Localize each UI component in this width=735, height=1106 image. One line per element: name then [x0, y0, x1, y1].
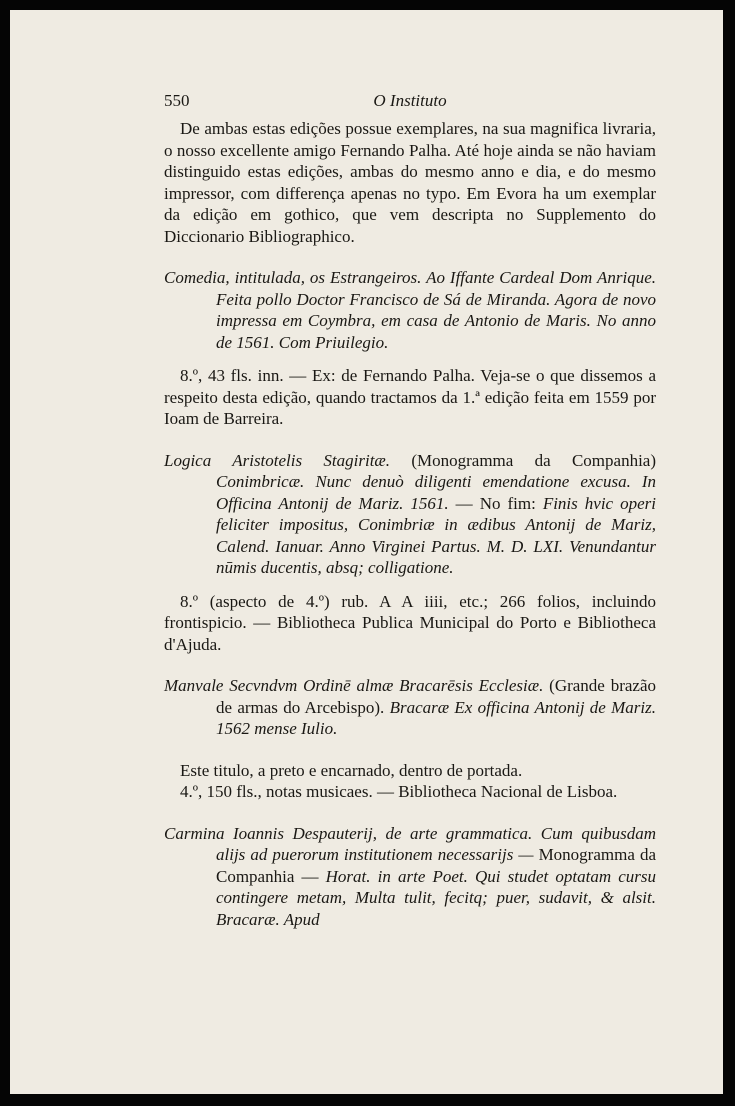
- title-part: Logica Aristotelis Stagiritæ.: [164, 450, 391, 470]
- entry-note-manvale-1: Este titulo, a preto e encarnado, dentro de portada.: [180, 760, 523, 780]
- intro-paragraph: De ambas estas edições possue exemplares, na sua magnifica livraria, o nosso excellente amigo Fernando Palha. Até hoje ainda se não haviam distinguido estas edições, ambas do mesmo anno e dia, e do mesmo impressor, com differença apenas no typo. Em Evora ha um exemplar da edição em gothico, que vem descripta no Supplemento do Diccionario Bibliographico.: [164, 119, 656, 246]
- entry-title-logica: [164, 450, 656, 579]
- entry-title-carmina: [164, 823, 656, 931]
- entry-note-manvale-2: 4.º, 150 fls., notas musicaes. — Bibliotheca Nacional de Lisboa.: [180, 782, 618, 801]
- entry-note-logica: 8.º (aspecto de 4.º) rub. A A iiii, etc.; 266 folios, incluindo frontispicio. — Bibliotheca Publica Municipal do Porto e Bibliotheca d'Ajuda.: [164, 591, 656, 654]
- title-part: (Monogramma da Companhia): [390, 450, 657, 470]
- running-title: O Instituto: [373, 91, 447, 110]
- title-part: — No fim:: [448, 493, 543, 513]
- title-part: Conimbricæ. Nunc denuò diligenti emendatione excusa. In Officina Antonij de Mariz. 1561.: [216, 472, 656, 513]
- page: [10, 10, 723, 1094]
- page-header: [164, 90, 656, 118]
- title-part: (Grande brazão de armas do Arcebispo).: [216, 676, 656, 717]
- title-part: Horat. in arte Poet. Qui studet optatam cursu contingere metam, Multa tulit, fecitq; puer, sudavit, & alsit. Bracaræ. Apud: [216, 866, 656, 929]
- title-part: Monogramma da Companhia —: [216, 845, 656, 886]
- page-content: [164, 90, 656, 930]
- title-part: Carmina Ioannis Despauterij, de arte grammatica. Cum quibusdam alijs ad puerorum institutionem necessarijs —: [164, 823, 656, 864]
- entry-title-manvale: [164, 675, 656, 740]
- entry-note-comedia: 8.º, 43 fls. inn. — Ex: de Fernando Palha. Veja-se o que dissemos a respeito desta edição, quando tractamos da 1.ª edição feita em 1559 por Ioam de Barreira.: [164, 366, 656, 428]
- title-part: Manvale Secvndvm Ordinē almæ Bracarēsis Ecclesiæ.: [164, 676, 544, 695]
- entry-title-comedia: Comedia, intitulada, os Estrangeiros. Ao Iffante Cardeal Dom Anrique. Feita pollo Doctor Francisco de Sá de Miranda. Agora de novo impressa em Coymbra, em casa de Antonio de Maris. No anno de 1561. Com Priuilegio.: [164, 268, 656, 352]
- title-part: Finis hvic operi feliciter impositus, Conimbriæ in ædibus Antonij de Mariz, Calend. Ianuar. Anno Virginei Partus. M. D. LXI. Venundantur nūmis ducentis, absq; colligatione.: [216, 493, 656, 577]
- title-part: Bracaræ Ex officina Antonij de Mariz. 1562 mense Iulio.: [216, 697, 656, 738]
- page-number: 550: [164, 91, 190, 110]
